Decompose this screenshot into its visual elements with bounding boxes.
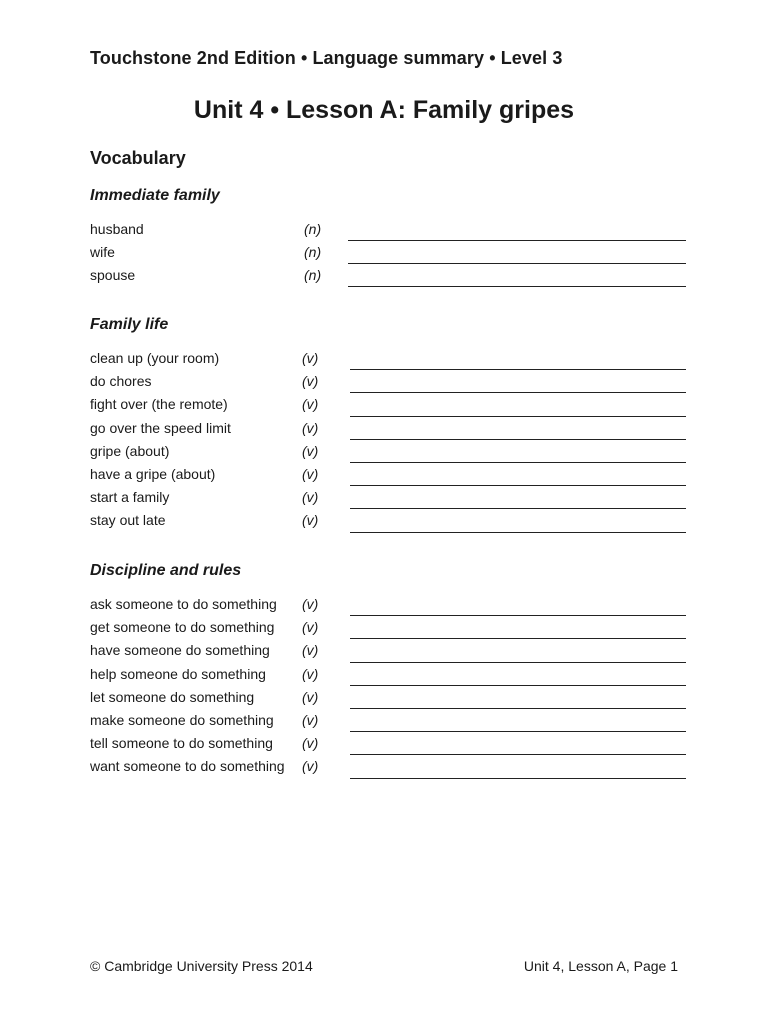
part-of-speech: (v) (302, 396, 319, 413)
vocab-list (90, 218, 690, 287)
vocab-term: tell someone to do something (90, 735, 273, 752)
part-of-speech: (n) (304, 267, 322, 284)
vocab-item (90, 755, 690, 778)
part-of-speech: (v) (302, 711, 319, 728)
vocab-item (90, 347, 690, 370)
vocab-term: have someone do something (90, 642, 270, 659)
part-of-speech: (n) (304, 221, 322, 237)
vocab-item (90, 393, 690, 416)
vocab-term: let someone do something (90, 688, 255, 705)
vocab-item (90, 686, 690, 709)
part-of-speech: (v) (302, 442, 319, 459)
page-title: Unit 4 • Lesson A: Family gripes (193, 96, 575, 124)
vocab-list (90, 347, 690, 533)
footer-copyright: © Cambridge University Press 2014 (90, 958, 313, 974)
vocab-term: stay out late (90, 512, 166, 529)
section-title: Family life (90, 316, 169, 333)
vocab-item (90, 440, 690, 463)
answer-line[interactable] (350, 778, 686, 779)
vocab-term: husband (90, 221, 144, 237)
part-of-speech: (v) (302, 642, 319, 659)
part-of-speech: (v) (302, 465, 319, 482)
vocab-item (90, 663, 690, 686)
part-of-speech: (v) (302, 665, 319, 682)
vocab-term: go over the speed limit (90, 419, 231, 436)
vocab-item (90, 639, 690, 662)
section-title: Discipline and rules (90, 562, 242, 579)
vocab-item (90, 417, 690, 440)
vocab-term: do chores (90, 373, 152, 390)
vocab-term: gripe (about) (90, 442, 170, 459)
vocab-term: want someone to do something (90, 758, 285, 775)
answer-line[interactable] (350, 532, 686, 533)
answer-line[interactable] (348, 286, 686, 287)
section-title: Immediate family (90, 187, 220, 204)
section-family-life (90, 315, 690, 533)
part-of-speech: (v) (302, 419, 319, 436)
part-of-speech: (v) (302, 373, 319, 390)
part-of-speech: (v) (302, 735, 319, 752)
vocab-term: get someone to do something (90, 619, 275, 636)
vocab-item (90, 241, 690, 264)
vocab-term: make someone do something (90, 711, 274, 728)
part-of-speech: (v) (302, 350, 319, 366)
vocab-term: ask someone to do something (90, 596, 277, 612)
vocab-item (90, 218, 690, 241)
section-immediate-family (90, 186, 690, 287)
part-of-speech: (v) (302, 512, 319, 529)
vocab-item (90, 463, 690, 486)
vocab-item (90, 732, 690, 755)
vocab-term: spouse (90, 267, 136, 284)
part-of-speech: (v) (302, 758, 319, 775)
vocab-item (90, 709, 690, 732)
vocab-term: clean up (your room) (90, 350, 220, 366)
part-of-speech: (v) (302, 688, 319, 705)
vocab-item (90, 486, 690, 509)
vocabulary-heading: Vocabulary (90, 148, 186, 168)
vocab-term: help someone do something (90, 665, 266, 682)
part-of-speech: (n) (304, 244, 322, 261)
vocab-item (90, 264, 690, 287)
part-of-speech: (v) (302, 619, 319, 636)
vocab-list (90, 593, 690, 779)
vocab-item (90, 616, 690, 639)
vocab-term: fight over (the remote) (90, 396, 228, 413)
part-of-speech: (v) (302, 489, 319, 506)
footer-page-reference: Unit 4, Lesson A, Page 1 (523, 958, 678, 974)
part-of-speech: (v) (302, 596, 319, 612)
vocab-item (90, 593, 690, 616)
vocab-term: start a family (90, 489, 170, 506)
vocab-item (90, 509, 690, 532)
section-discipline-and-rules (90, 561, 690, 779)
vocab-term: have a gripe (about) (90, 465, 216, 482)
document-header: Touchstone 2nd Edition • Language summary • Level 3 (90, 48, 563, 68)
vocab-term: wife (90, 244, 115, 261)
vocab-item (90, 370, 690, 393)
